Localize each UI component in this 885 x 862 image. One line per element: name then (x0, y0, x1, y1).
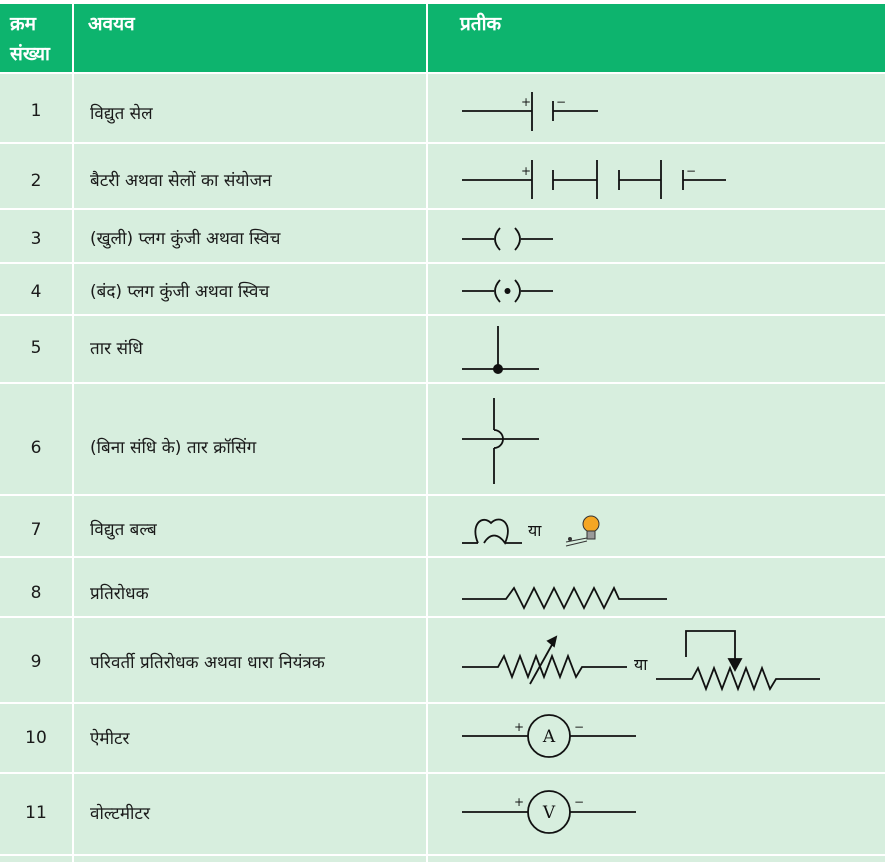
ammeter-letter: A (542, 727, 556, 747)
row-7-num-text: 7 (30, 520, 42, 540)
row-5-num-text: 5 (30, 338, 42, 358)
open-switch-symbol-icon (462, 228, 553, 250)
header-serial-line1: क्रम (10, 13, 36, 35)
bulb-or-text: या (528, 521, 542, 540)
battery-minus-sign: − (686, 164, 697, 178)
row-11-name-text: वोल्टमीटर (90, 804, 150, 824)
row-1-num-text: 1 (30, 101, 42, 121)
ammeter-plus-sign: + (514, 720, 525, 734)
header-symbol-label: प्रतीक (460, 13, 502, 35)
row-3-num-text: 3 (30, 229, 42, 249)
rheostat-or-text: या (634, 655, 648, 674)
ammeter-minus-sign: − (574, 720, 585, 734)
row-10-num-text: 10 (25, 728, 47, 748)
cell-plus-sign: + (521, 95, 532, 109)
wire-joint-symbol-icon (462, 326, 539, 374)
resistor-symbol-icon (462, 588, 667, 608)
wire-crossing-symbol-icon (462, 398, 539, 484)
row-4-num-text: 4 (30, 282, 42, 302)
row-11-num-text: 11 (25, 803, 47, 823)
rheostat-slider-symbol-icon (656, 631, 820, 689)
closed-switch-symbol-icon (462, 280, 553, 302)
battery-plus-sign: + (521, 164, 532, 178)
row-8-num-text: 8 (30, 583, 42, 603)
row-10-name-text: ऐमीटर (90, 729, 130, 749)
row-7-name-text: विद्युत बल्ब (90, 520, 157, 540)
row-3-name-text: (खुली) प्लग कुंजी अथवा स्विच (90, 229, 281, 249)
row-8-name-text: प्रतिरोधक (90, 584, 149, 604)
voltmeter-letter: V (542, 803, 556, 823)
row-5-name-text: तार संधि (90, 339, 143, 359)
cell-minus-sign: − (556, 95, 567, 109)
voltmeter-plus-sign: + (514, 795, 525, 809)
row-9-num-text: 9 (30, 652, 42, 672)
row-6-name-text: (बिना संधि के) तार क्रॉसिंग (90, 438, 257, 458)
row-2-num-text: 2 (30, 171, 42, 191)
rheostat-symbol-icon (462, 637, 627, 684)
header-component-label: अवयव (88, 13, 135, 35)
row-9-name-text: परिवर्ती प्रतिरोधक अथवा धारा नियंत्रक (90, 653, 325, 673)
row-2-name-text: बैटरी अथवा सेलों का संयोजन (90, 171, 272, 191)
row-6-num-text: 6 (30, 438, 42, 458)
row-4-name-text: (बंद) प्लग कुंजी अथवा स्विच (90, 282, 270, 302)
header-serial-line2: संख्या (10, 43, 50, 65)
bulb-picture-icon (566, 516, 599, 546)
row-1-name-text: विद्युत सेल (90, 104, 153, 124)
bulb-symbol-icon (462, 520, 522, 543)
voltmeter-minus-sign: − (574, 795, 585, 809)
